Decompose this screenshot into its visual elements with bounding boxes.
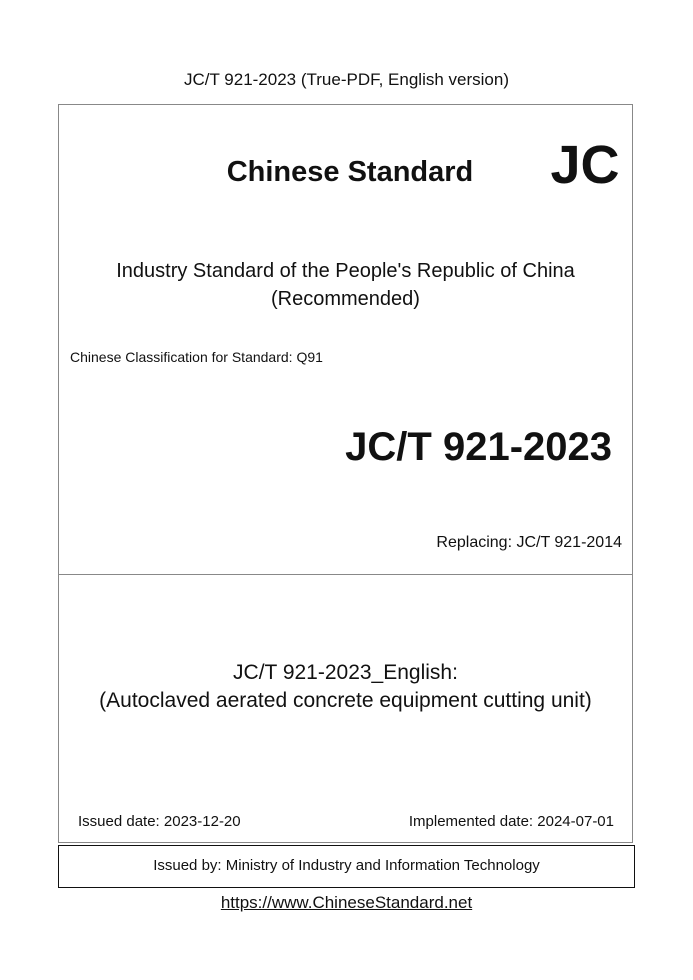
document-title [58, 659, 633, 715]
issued-by-box [58, 845, 635, 888]
jc-logo: JC [550, 135, 620, 195]
classification-text: Chinese Classification for Standard: Q91 [70, 349, 323, 365]
main-title: Chinese Standard [226, 156, 474, 188]
industry-line-2: (Recommended) [271, 288, 420, 310]
issued-date: Issued date: 2023-12-20 [78, 813, 241, 830]
document-title-line-2: (Autoclaved aerated concrete equipment cutting unit) [99, 689, 592, 712]
cover-frame [58, 104, 633, 843]
cover-divider [58, 574, 633, 575]
issued-by-text: Issued by: Ministry of Industry and Information Technology [153, 857, 540, 874]
document-title-line-1: JC/T 921-2023_English: [233, 661, 458, 684]
document-header: JC/T 921-2023 (True-PDF, English version) [183, 70, 510, 89]
industry-standard-text [58, 257, 633, 313]
implemented-date: Implemented date: 2024-07-01 [408, 813, 614, 830]
replacing-text: Replacing: JC/T 921-2014 [436, 534, 622, 551]
industry-line-1: Industry Standard of the People's Republic of China [116, 260, 575, 282]
website-link[interactable]: https://www.ChineseStandard.net [220, 893, 473, 912]
standard-code: JC/T 921-2023 [345, 425, 612, 469]
